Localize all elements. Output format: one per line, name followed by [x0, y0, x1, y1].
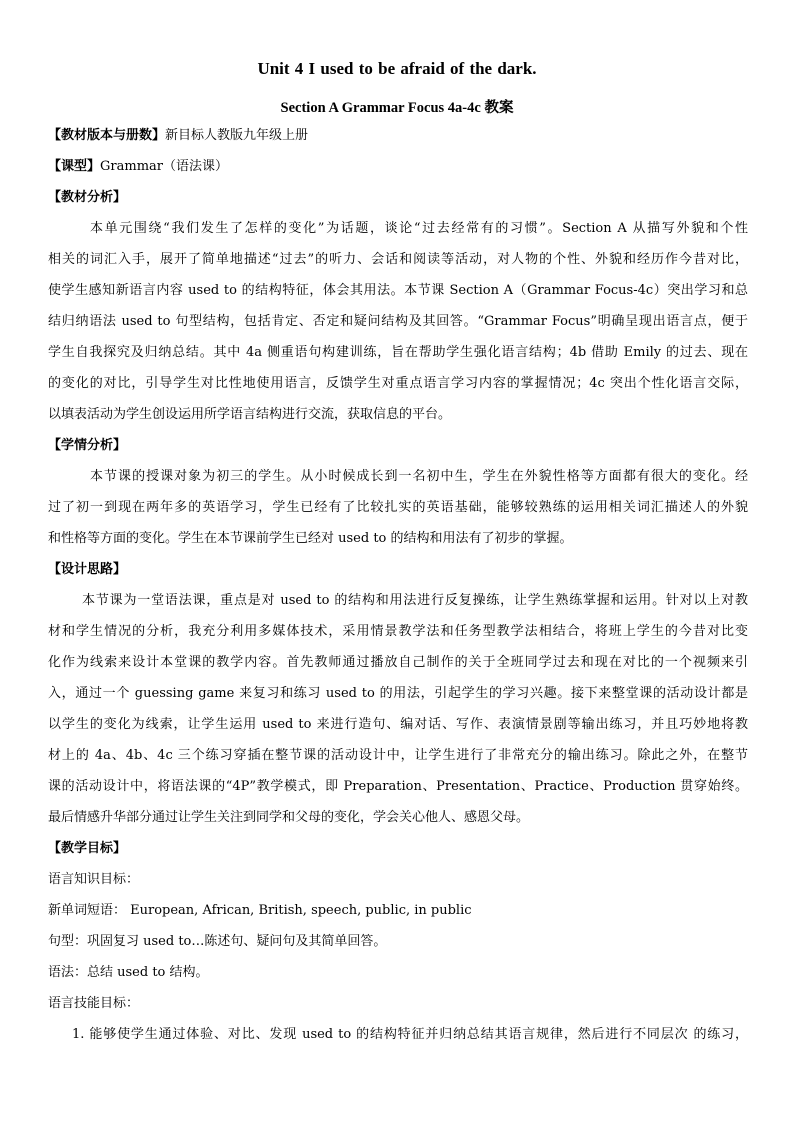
material-line: 结归纳语法 used to 句型结构，包括肯定、否定和疑问结构及其回答。“Grammar Focus”明确呈现出语言点，便于 — [48, 314, 748, 329]
students-line: 本节课的授课对象为初三的学生。从小时候成长到一名初中生，学生在外貌性格等方面都有很大的变化。经 — [90, 469, 748, 484]
students-line: 过了初一到现在两年多的英语学习，学生已经有了比较扎实的英语基础，能够较熟练的运用相关词汇描述人的外貌 — [48, 500, 748, 515]
students-line: 和性格等方面的变化。学生在本节课前学生已经对 used to 的结构和用法有了初步的掌握。 — [48, 531, 573, 546]
textbook-line — [48, 127, 748, 145]
design-line: 化作为线索来设计本堂课的教学内容。首先教师通过播放自己制作的关于全班同学过去和现在对比的一个视频来引 — [48, 655, 748, 670]
design-heading: 【设计思路】 — [48, 562, 127, 577]
lesson-type-line — [48, 158, 748, 176]
grammar-line: 语法：总结 used to 结构。 — [48, 965, 209, 980]
skills-objectives-heading: 语言技能目标： — [48, 996, 140, 1011]
sentence-pattern-line: 句型：巩固复习 used to…陈述句、疑问句及其简单回答。 — [48, 934, 387, 949]
material-line: 以填表活动为学生创设运用所学语言结构进行交流，获取信息的平台。 — [48, 407, 452, 422]
page-title: Unit 4 I used to be afraid of the dark. — [257, 59, 537, 78]
material-line: 使学生感知新语言内容 used to 的结构特征，体会其用法。本节课 Section A（Grammar Focus-4c）突出学习和总 — [48, 283, 748, 298]
design-line: 入，通过一个 guessing game 来复习和练习 used to 的用法，引起学生的学习兴趣。接下来整堂课的活动设计都是 — [48, 686, 748, 701]
design-line: 以学生的变化为线索，让学生运用 used to 来进行造句、编对话、写作、表演情景剧等输出练习，并且巧妙地将教 — [48, 717, 748, 732]
skill-item-1: 1. 能够使学生通过体验、对比、发现 used to 的结构特征并归纳总结其语言规律，然后进行不同层次 的练习， — [72, 1027, 748, 1042]
vocabulary-line: 新单词短语： European, African, British, speech, public, in public — [48, 903, 472, 918]
design-line: 材和学生情况的分析，我充分利用多媒体技术，采用情景教学法和任务型教学法相结合，将班上学生的今昔对比变 — [48, 624, 748, 639]
material-line: 本单元围绕“我们发生了怎样的变化”为话题，谈论“过去经常有的习惯”。Section A 从描写外貌和个性 — [90, 221, 748, 236]
design-line: 课的活动设计中，将语法课的“4P”教学模式，即 Preparation、Presentation、Practice、Production 贯穿始终。 — [48, 779, 748, 794]
material-heading: 【教材分析】 — [48, 190, 127, 205]
textbook-value: 新目标人教版九年级上册 — [165, 128, 309, 143]
design-line: 本节课为一堂语法课，重点是对 used to 的结构和用法进行反复操练，让学生熟练掌握和运用。针对以上对教 — [82, 593, 748, 608]
lesson-type-heading: 【课型】 — [48, 159, 101, 174]
design-line: 最后情感升华部分通过让学生关注到同学和父母的变化，学会关心他人、感恩父母。 — [48, 810, 530, 825]
design-line: 材上的 4a、4b、4c 三个练习穿插在整节课的活动设计中，让学生进行了非常充分的输出练习。除此之外，在整节 — [48, 748, 748, 763]
page-subtitle: Section A Grammar Focus 4a-4c 教案 — [280, 100, 514, 116]
students-heading: 【学情分析】 — [48, 438, 127, 453]
objectives-heading: 【教学目标】 — [48, 841, 127, 856]
material-line: 相关的词汇入手，展开了简单地描述“过去”的听力、会话和阅读等活动，对人物的个性、外貌和经历作今昔对比， — [48, 252, 748, 267]
lesson-type-value: Grammar（语法课） — [100, 159, 228, 174]
material-line: 学生自我探究及归纳总结。其中 4a 侧重语句构建训练，旨在帮助学生强化语言结构；4b 借助 Emily 的过去、现在 — [48, 345, 748, 360]
knowledge-objectives-heading: 语言知识目标： — [48, 872, 140, 887]
material-line: 的变化的对比，引导学生对比性地使用语言，反馈学生对重点语言学习内容的掌握情况；4c 突出个性化语言交际， — [48, 376, 748, 391]
textbook-heading: 【教材版本与册数】 — [48, 128, 166, 143]
